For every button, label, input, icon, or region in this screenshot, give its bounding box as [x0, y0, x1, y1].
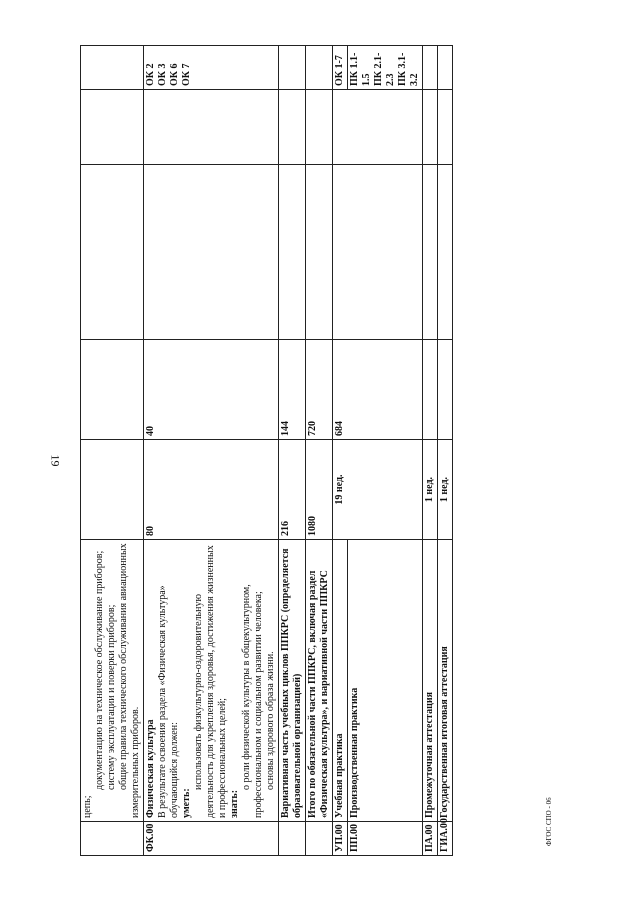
footer-code: ФГОС СПО - 06	[545, 797, 553, 846]
gia-index: ГИА.00	[438, 822, 453, 856]
up-competences: ОК 1-7	[333, 46, 348, 90]
continuation-line: систему эксплуатации и поверки приборов;	[106, 604, 117, 790]
variative-class-hours: 144	[279, 340, 306, 440]
variative-text: Вариативная часть учебных циклов ППКРС (определяется образовательной организацией)	[279, 540, 306, 822]
fk-class-hours: 40	[144, 340, 279, 440]
up-name: Учебная практика	[333, 540, 348, 822]
continuation-text-cell	[81, 540, 144, 822]
gia-name: Государственная итоговая аттестация	[438, 540, 453, 822]
page-number: 19	[48, 454, 63, 467]
table-row-total	[306, 46, 333, 856]
table-row-continuation	[81, 46, 144, 856]
up-hours: 684	[333, 340, 423, 440]
up-weeks: 19 нед.	[333, 440, 423, 540]
fk-znat-text2: основы здорового образа жизни.	[265, 651, 276, 790]
table-row-variative	[279, 46, 306, 856]
fk-competences	[144, 46, 279, 90]
fk-znat-text1: о роли физической культуры в общекультурном, профессиональном и социальном развитии человека;	[241, 584, 264, 818]
competence-item: ОК 6	[169, 63, 180, 86]
gia-weeks: 1 нед.	[438, 440, 453, 540]
competence-item: ПК 2.1-2.3	[373, 52, 396, 86]
competence-item: ОК 2	[145, 63, 156, 86]
fk-index: ФК.00	[144, 822, 279, 856]
competence-item: ОК 3	[157, 63, 168, 86]
total-text: Итого по обязательной части ППКРС, включая раздел «Физическая культура», и вариативной части ППКРС	[306, 540, 333, 822]
table-row-pa	[423, 46, 438, 856]
pp-index: ПП.00	[348, 822, 423, 856]
continuation-line: документацию на техническое обслуживание приборов;	[94, 550, 105, 790]
fk-umet-text: использовать физкультурно-оздоровительную деятельность для укрепления здоровья, достижения жизненных и профессиональных целей;	[193, 545, 228, 818]
fk-max-hours: 80	[144, 440, 279, 540]
competence-item: ПК 1.1-1.5	[349, 52, 372, 86]
continuation-line: цепь;	[82, 795, 93, 818]
total-max-hours: 1080	[306, 440, 333, 540]
total-class-hours: 720	[306, 340, 333, 440]
competence-item: ОК 7	[181, 63, 192, 86]
pa-index: ПА.00	[423, 822, 438, 856]
continuation-line: общие правила технического обслуживания авиационных измерительных приборов.	[118, 543, 141, 818]
pa-name: Промежуточная аттестация	[423, 540, 438, 822]
fk-umet-label: уметь:	[181, 788, 192, 818]
table-row-up	[333, 46, 348, 856]
pa-weeks: 1 нед.	[423, 440, 438, 540]
variative-max-hours: 216	[279, 440, 306, 540]
pp-name: Производственная практика	[348, 540, 423, 822]
fk-title: Физическая культура	[145, 719, 156, 818]
table-row-gia	[438, 46, 453, 856]
competence-item: ПК 3.1-3.2	[397, 52, 420, 86]
curriculum-table	[80, 45, 453, 856]
fk-intro: В результате освоения раздела «Физическая культура» обучающийся должен:	[157, 585, 180, 818]
table-row-fk	[144, 46, 279, 856]
curriculum-table-rotated	[80, 46, 532, 856]
fk-znat-label: знать:	[229, 789, 240, 818]
fk-description	[144, 540, 279, 822]
up-index: УП.00	[333, 822, 348, 856]
index-cell-empty	[81, 822, 144, 856]
pp-competences	[348, 46, 423, 90]
